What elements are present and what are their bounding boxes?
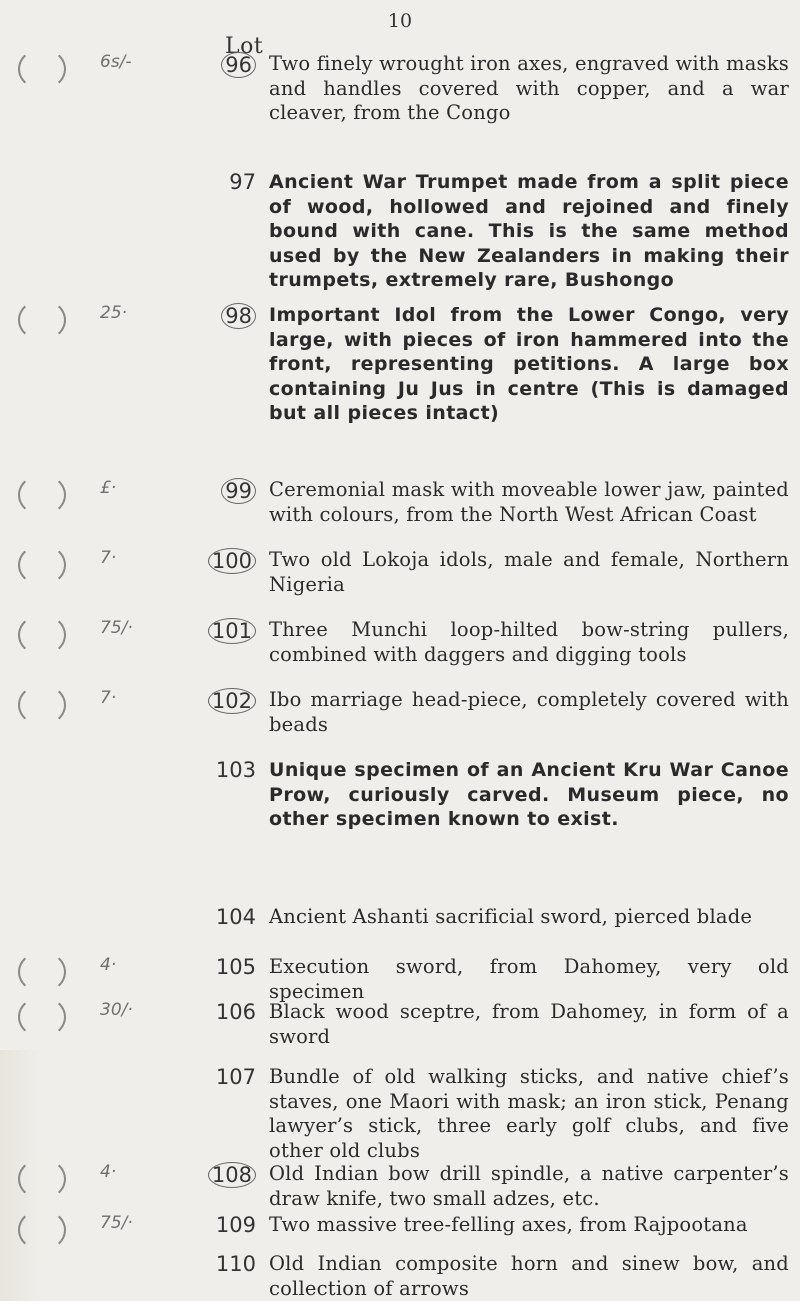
handwritten-price-note <box>18 478 168 512</box>
lot-number-text: 99 <box>221 478 256 504</box>
margin-note-text: 75/· <box>100 1213 133 1233</box>
lot-description: Two finely wrought iron axes, engraved with masks and handles covered with copper, and a war cleaver, from the Congo <box>269 52 789 124</box>
lot-description: Old Indian bow drill spindle, a native carpenter’s draw knife, two small adzes, etc. <box>269 1162 789 1210</box>
lot-number <box>190 548 256 574</box>
pencil-bracket-mark <box>18 996 66 1038</box>
lot-description: Unique specimen of an Ancient Kru War Canoe Prow, curiously carved. Museum piece, no other specimen known to exist. <box>269 759 789 830</box>
lot-description: Ceremonial mask with moveable lower jaw, painted with colours, from the North West African Coast <box>269 478 789 526</box>
handwritten-price-note <box>18 548 168 582</box>
handwritten-price-note <box>18 1213 168 1247</box>
lot-number <box>190 170 256 194</box>
lot-number-text: 101 <box>208 618 256 644</box>
lot-number-text: 97 <box>229 170 256 194</box>
handwritten-price-note <box>18 303 168 337</box>
pencil-bracket-mark <box>18 299 66 341</box>
margin-note-text: 7· <box>100 688 117 708</box>
lot-number <box>190 618 256 644</box>
margin-note-text: £· <box>100 478 117 498</box>
lot-number <box>190 52 256 78</box>
lot-column-header: Lot <box>225 34 264 59</box>
pencil-bracket-mark <box>18 48 66 90</box>
handwritten-price-note <box>18 52 168 86</box>
lot-description: Ancient War Trumpet made from a split piece of wood, hollowed and rejoined and finely bound with cane. This is the same method used by the New Zealanders in making their trumpets, extremely rare, Bushongo <box>269 171 789 291</box>
lot-description: Execution sword, from Dahomey, very old specimen <box>269 955 789 1003</box>
lot-description: Two massive tree-felling axes, from Rajpootana <box>269 1213 748 1236</box>
handwritten-price-note <box>18 955 168 989</box>
margin-note-text: 25· <box>100 303 128 323</box>
lot-number-text: 104 <box>215 905 256 929</box>
lot-number <box>190 1065 256 1089</box>
handwritten-price-note <box>18 688 168 722</box>
lot-description: Three Munchi loop-hilted bow-string pullers, combined with daggers and digging tools <box>269 618 789 666</box>
lot-number-text: 96 <box>221 52 256 78</box>
lot-number-text: 98 <box>221 303 256 329</box>
lot-number-text: 109 <box>215 1213 256 1237</box>
margin-note-text: 30/· <box>100 1000 133 1020</box>
handwritten-price-note <box>18 1000 168 1034</box>
handwritten-price-note <box>18 618 168 652</box>
lot-description: Important Idol from the Lower Congo, very large, with pieces of iron hammered into the front, representing petitions. A large box containing Ju Jus in centre (This is damaged but all pieces intact) <box>269 304 789 424</box>
lot-description: Bundle of old walking sticks, and native chief’s staves, one Maori with mask; an iron stick, Penang lawyer’s stick, three early golf clubs, and five other old clubs <box>269 1065 789 1162</box>
lot-number-text: 103 <box>215 758 256 782</box>
lot-number <box>190 758 256 782</box>
page-number: 10 <box>387 10 413 32</box>
pencil-bracket-mark <box>18 544 66 586</box>
margin-note-text: 4· <box>100 955 117 975</box>
lot-number-text: 102 <box>208 688 256 714</box>
lot-description: Old Indian composite horn and sinew bow, and collection of arrows <box>269 1252 789 1300</box>
lot-number <box>190 1162 256 1188</box>
pencil-bracket-mark <box>18 951 66 993</box>
lot-number <box>190 955 256 979</box>
margin-note-text: 4· <box>100 1162 117 1182</box>
lot-number-text: 108 <box>208 1162 256 1188</box>
lot-description: Black wood sceptre, from Dahomey, in form of a sword <box>269 1000 789 1048</box>
lot-number-text: 106 <box>215 1000 256 1024</box>
lot-number <box>190 1252 256 1276</box>
lot-number-text: 110 <box>215 1252 256 1276</box>
lot-number <box>190 688 256 714</box>
lot-number-text: 100 <box>208 548 256 574</box>
lot-number-text: 105 <box>215 955 256 979</box>
lot-description: Two old Lokoja idols, male and female, Northern Nigeria <box>269 548 789 596</box>
lot-description: Ancient Ashanti sacrificial sword, pierced blade <box>269 905 753 928</box>
pencil-bracket-mark <box>18 1209 66 1251</box>
lot-description: Ibo marriage head-piece, completely covered with beads <box>269 688 789 736</box>
lot-number <box>190 303 256 329</box>
lot-number-text: 107 <box>215 1065 256 1089</box>
pencil-bracket-mark <box>18 1158 66 1200</box>
lot-number <box>190 905 256 929</box>
margin-note-text: 75/· <box>100 618 133 638</box>
pencil-bracket-mark <box>18 684 66 726</box>
lot-number <box>190 1213 256 1237</box>
lot-number <box>190 478 256 504</box>
margin-note-text: 7· <box>100 548 117 568</box>
pencil-bracket-mark <box>18 614 66 656</box>
margin-note-text: 6s/- <box>100 52 132 72</box>
handwritten-price-note <box>18 1162 168 1196</box>
lot-number <box>190 1000 256 1024</box>
pencil-bracket-mark <box>18 474 66 516</box>
